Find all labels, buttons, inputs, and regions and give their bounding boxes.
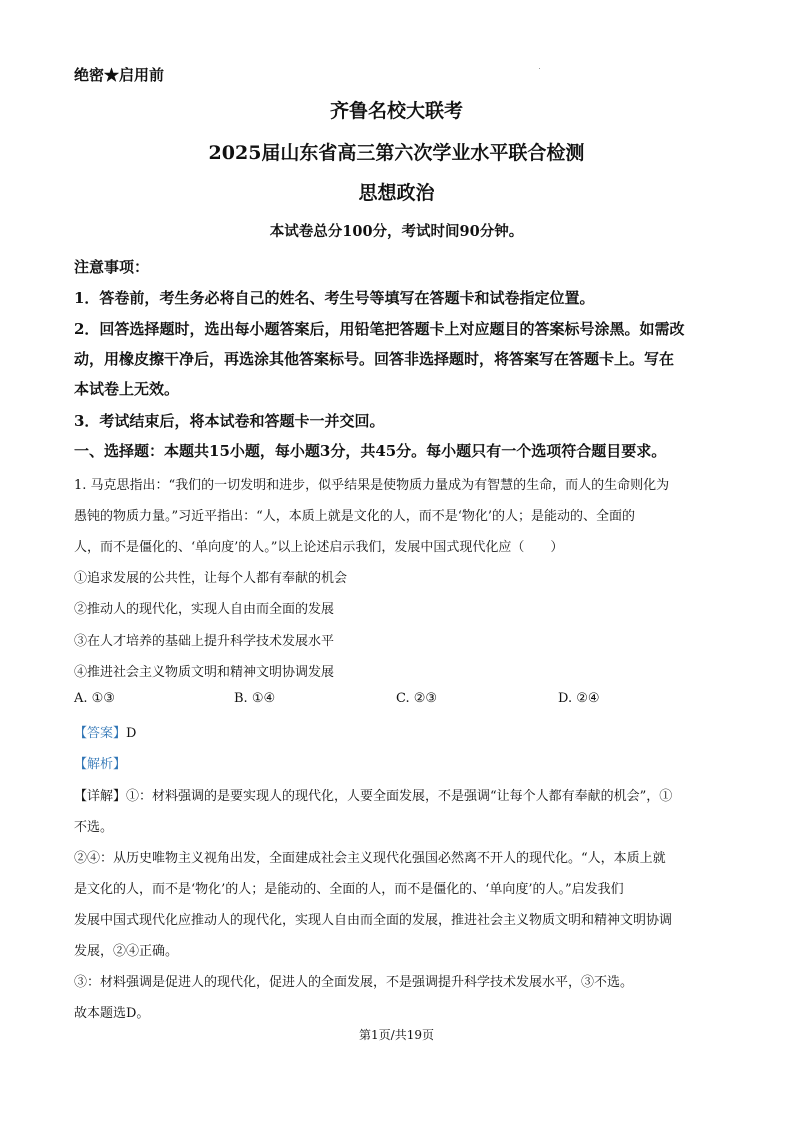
notes-heading: 注意事项：	[74, 258, 150, 276]
option-b: B. ①④	[234, 691, 276, 706]
answer-value: D	[126, 726, 137, 741]
detail-text-1: ①：材料强调的是要实现人的现代化，人要全面发展，不是强调“让每个人都有奉献的机会”，①	[126, 789, 673, 804]
detail-line-3: ②④：从历史唯物主义视角出发，全面建成社会主义现代化强国必然离不开人的现代化。“人，本质上就	[74, 851, 666, 866]
analysis-line	[74, 753, 126, 772]
section-heading: 一、选择题：本题共15小题，每小题3分，共45分。每小题只有一个选项符合题目要求。	[74, 442, 667, 460]
question-stem-line-2: 愚钝的物质力量。”习近平指出：“人，本质上就是文化的人，而不是‘物化’的人；是能动的、全面的	[74, 509, 636, 524]
exam-title: 齐鲁名校大联考	[329, 100, 463, 122]
subject-title: 思想政治	[358, 182, 435, 204]
detail-line-4: 是文化的人，而不是‘物化’的人；是能动的、全面的人，而不是僵化的、‘单向度’的人。”启发我们	[74, 882, 624, 897]
exam-info: 本试卷总分100分，考试时间90分钟。	[269, 223, 524, 240]
detail-line-6: 发展，②④正确。	[74, 944, 179, 959]
scan-speck	[539, 68, 540, 69]
note-item-3: 3．考试结束后，将本试卷和答题卡一并交回。	[74, 412, 385, 430]
detail-line-7: ③：材料强调是促进人的现代化，促进人的全面发展，不是强调提升科学技术发展水平，③不选。	[74, 975, 634, 990]
answer-line	[74, 722, 136, 741]
note-item-2-line-3: 本试卷上无效。	[74, 380, 180, 398]
option-c: C. ②③	[396, 691, 438, 706]
note-item-2-line-1: 2．回答选择题时，选出每小题答案后，用铅笔把答题卡上对应题目的答案标号涂黑。如需改	[74, 320, 685, 338]
note-item-2-line-2: 动，用橡皮擦干净后，再选涂其他答案标号。回答非选择题时，将答案写在答题卡上。写在	[74, 350, 675, 368]
statement-2: ②推动人的现代化，实现人自由而全面的发展	[74, 602, 335, 617]
question-stem-line-1: 1. 马克思指出：“我们的一切发明和进步，似乎结果是使物质力量成为有智慧的生命，而人的生命则化为	[74, 478, 670, 493]
detail-line-1	[74, 785, 672, 804]
page-number: 第1页/共19页	[359, 1028, 434, 1042]
statement-3: ③在人才培养的基础上提升科学技术发展水平	[74, 634, 335, 649]
detail-line-8: 故本题选D。	[74, 1006, 150, 1021]
answer-tag: 【答案】	[74, 726, 127, 741]
statement-1: ①追求发展的公共性，让每个人都有奉献的机会	[74, 571, 348, 586]
analysis-tag: 【解析】	[74, 757, 127, 772]
detail-tag: 【详解】	[74, 789, 127, 804]
secret-label: 绝密★启用前	[74, 66, 165, 84]
question-stem-line-3: 人，而不是僵化的、‘单向度’的人。”以上论述启示我们，发展中国式现代化应（ ）	[74, 540, 564, 555]
option-a: A. ①③	[74, 691, 115, 706]
note-item-1: 1．答卷前，考生务必将自己的姓名、考生号等填写在答题卡和试卷指定位置。	[74, 289, 595, 307]
detail-line-2: 不选。	[74, 820, 114, 835]
exam-subtitle: 2025届山东省高三第六次学业水平联合检测	[208, 142, 585, 164]
detail-line-5: 发展中国式现代化应推动人的现代化，实现人自由而全面的发展，推进社会主义物质文明和精神文明协调	[74, 913, 673, 928]
statement-4: ④推进社会主义物质文明和精神文明协调发展	[74, 665, 335, 680]
option-d: D. ②④	[558, 691, 600, 706]
